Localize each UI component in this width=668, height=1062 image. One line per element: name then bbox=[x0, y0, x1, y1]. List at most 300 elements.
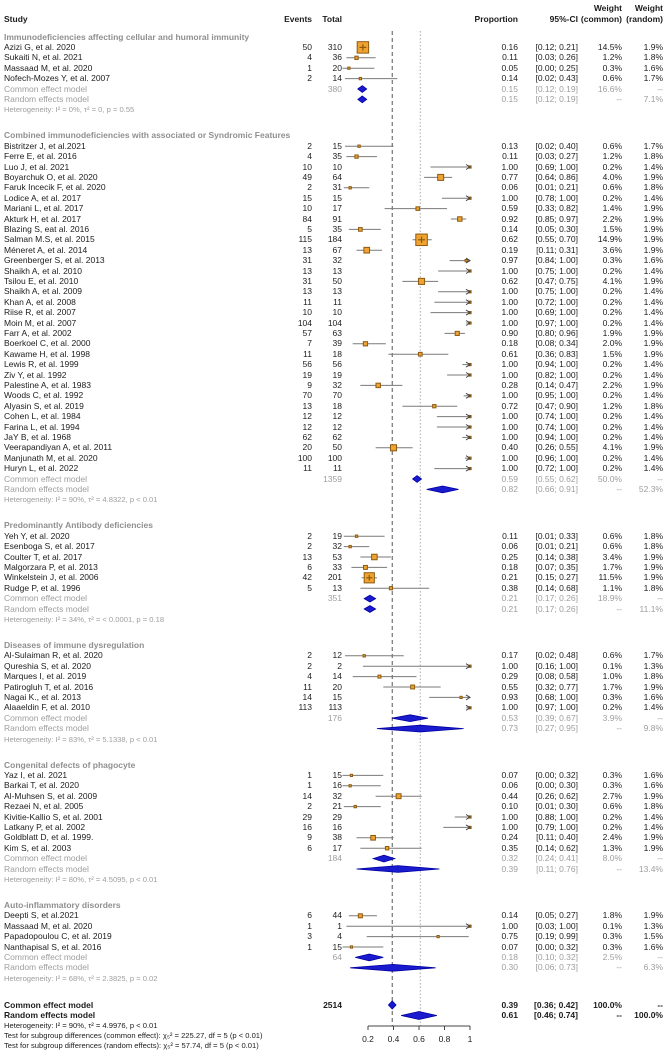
weight-random-value: 1.4% bbox=[643, 452, 663, 463]
total-value: 32 bbox=[332, 790, 342, 801]
proportion-value: 1.00 bbox=[501, 411, 518, 422]
weight-random-value: 1.6% bbox=[643, 62, 663, 73]
ci-value: [0.88; 1.00] bbox=[535, 811, 578, 822]
proportion-value: 0.14 bbox=[501, 73, 518, 84]
proportion-value: 1.00 bbox=[501, 369, 518, 380]
weight-random-value: 1.6% bbox=[643, 255, 663, 266]
weight-common-value: 0.2% bbox=[602, 821, 622, 832]
total-value: 53 bbox=[332, 551, 342, 562]
total-value: 33 bbox=[332, 561, 342, 572]
subgroup-title: Combined immunodeficiencies with associated or Syndromic Features bbox=[4, 130, 291, 141]
subgroup-test-random-note: Test for subgroup differences (random effects): χ₅² = 57.74, df = 5 (p < 0.01) bbox=[4, 1041, 259, 1050]
weight-common-value: 14.9% bbox=[597, 234, 622, 245]
study-label: Yeh Y, et al. 2020 bbox=[4, 530, 70, 541]
weight-common-value: 0.3% bbox=[602, 780, 622, 791]
weight-random-value: 1.9% bbox=[643, 572, 663, 583]
weight-random-value: 7.1% bbox=[643, 93, 663, 104]
axis-tick-label: 0.2 bbox=[362, 1033, 374, 1044]
total-value: 176 bbox=[327, 712, 342, 723]
total-value: 113 bbox=[328, 702, 342, 713]
ci-value: [0.26; 0.55] bbox=[535, 442, 578, 453]
random-effects-model-label: Random effects model bbox=[4, 603, 89, 614]
ci-value: [0.01; 0.33] bbox=[535, 530, 578, 541]
ci-value: [0.12; 0.21] bbox=[535, 41, 578, 52]
total-value: 11 bbox=[333, 296, 342, 307]
study-label: Luo J, et al. 2021 bbox=[4, 161, 70, 172]
events-value: 84 bbox=[302, 213, 312, 224]
proportion-value: 0.53 bbox=[501, 712, 518, 723]
weight-common-value: 0.3% bbox=[602, 941, 622, 952]
events-value: 62 bbox=[302, 431, 312, 442]
ci-value: [0.64; 0.86] bbox=[535, 171, 578, 182]
events-value: 10 bbox=[302, 161, 312, 172]
proportion-value: 0.17 bbox=[501, 650, 518, 661]
events-value: 14 bbox=[302, 691, 312, 702]
ci-value: [0.12; 0.19] bbox=[535, 93, 578, 104]
events-value: 2 bbox=[307, 73, 312, 84]
proportion-value: 0.19 bbox=[501, 244, 518, 255]
weight-common-value: 0.2% bbox=[602, 265, 622, 276]
proportion-value: 0.10 bbox=[501, 801, 518, 812]
weight-random-value: 1.4% bbox=[643, 463, 663, 474]
total-value: 64 bbox=[332, 171, 342, 182]
weight-common-value: 0.6% bbox=[602, 182, 622, 193]
weight-random-value: 1.9% bbox=[643, 910, 663, 921]
events-value: 16 bbox=[302, 821, 312, 832]
study-label: Marques I, et al. 2019 bbox=[4, 671, 87, 682]
weight-random-value: -- bbox=[657, 473, 663, 484]
events-value: 11 bbox=[303, 296, 312, 307]
events-value: 9 bbox=[307, 832, 312, 843]
study-label: Boerkoel C, et al. 2000 bbox=[4, 338, 91, 349]
weight-random-value: 1.5% bbox=[643, 931, 663, 942]
total-value: 184 bbox=[327, 234, 342, 245]
events-value: 13 bbox=[302, 551, 312, 562]
total-value: 14 bbox=[332, 671, 342, 682]
study-label: Kivitie-Kallio S, et al. 2001 bbox=[4, 811, 103, 822]
proportion-value: 0.97 bbox=[501, 255, 518, 266]
weight-common-value: 0.6% bbox=[602, 541, 622, 552]
axis-tick-label: 0.6 bbox=[413, 1033, 425, 1044]
weight-random-value: 1.8% bbox=[643, 52, 663, 63]
weight-random-value: 1.4% bbox=[643, 161, 663, 172]
ci-value: [0.17; 0.26] bbox=[535, 593, 578, 604]
proportion-value: 0.92 bbox=[501, 213, 518, 224]
ci-value: [0.97; 1.00] bbox=[535, 317, 578, 328]
weight-common-value: 1.5% bbox=[602, 348, 622, 359]
weight-random-value: 1.9% bbox=[643, 171, 663, 182]
weight-common-value: 1.4% bbox=[602, 203, 622, 214]
proportion-value: 1.00 bbox=[501, 452, 518, 463]
weight-common-value: 0.6% bbox=[602, 140, 622, 151]
study-label: Riise R, et al. 2007 bbox=[4, 307, 76, 318]
weight-common-value: 0.3% bbox=[602, 769, 622, 780]
study-label: Papadopoulou C, et al. 2019 bbox=[4, 931, 112, 942]
total-value: 201 bbox=[327, 572, 342, 583]
axis-tick-label: 0.8 bbox=[438, 1033, 451, 1044]
common-effect-model-label: Common effect model bbox=[4, 473, 87, 484]
total-value: 13 bbox=[332, 286, 342, 297]
proportion-value: 0.39 bbox=[501, 863, 518, 874]
weight-common-value: 0.2% bbox=[602, 811, 622, 822]
study-label: Salman M.S, et al. 2015 bbox=[4, 234, 95, 245]
events-value: 70 bbox=[302, 390, 312, 401]
proportion-value: 0.61 bbox=[501, 348, 518, 359]
weight-random-value: 1.8% bbox=[643, 541, 663, 552]
weight-random-value: 52.3% bbox=[638, 483, 663, 494]
weight-random-value: -- bbox=[657, 83, 663, 94]
weight-common-value: -- bbox=[616, 1010, 622, 1020]
weight-random-value: -- bbox=[657, 593, 663, 604]
events-value: 113 bbox=[298, 702, 312, 713]
weight-random-value: 1.9% bbox=[643, 348, 663, 359]
events-value: 56 bbox=[302, 359, 312, 370]
weight-random-value: 1.4% bbox=[643, 411, 663, 422]
total-value: 29 bbox=[332, 811, 342, 822]
weight-common-value: 0.3% bbox=[602, 255, 622, 266]
proportion-value: 0.39 bbox=[501, 999, 518, 1010]
ci-value: [0.05; 0.30] bbox=[535, 223, 578, 234]
ci-value: [0.00; 0.25] bbox=[535, 62, 578, 73]
weight-random-value: -- bbox=[657, 999, 663, 1010]
study-label: Kim S, et al. 2003 bbox=[4, 842, 72, 853]
weight-common-value: 0.2% bbox=[602, 452, 622, 463]
study-label: Al-Muhsen S, et al. 2009 bbox=[4, 790, 98, 801]
common-effect-model-label: Common effect model bbox=[4, 951, 87, 962]
ci-value: [0.24; 0.41] bbox=[535, 853, 578, 864]
events-value: 13 bbox=[302, 244, 312, 255]
total-value: 20 bbox=[332, 62, 342, 73]
weight-common-value: 3.4% bbox=[602, 551, 622, 562]
weight-random-value: 1.9% bbox=[643, 234, 663, 245]
proportion-value: 0.93 bbox=[501, 691, 518, 702]
events-value: 10 bbox=[302, 203, 312, 214]
proportion-value: 1.00 bbox=[501, 307, 518, 318]
study-label: Kawame H, et al. 1998 bbox=[4, 348, 90, 359]
weight-common-value: 2.0% bbox=[602, 338, 622, 349]
weight-common-value: 8.0% bbox=[602, 853, 622, 864]
axis-tick-label: 1 bbox=[467, 1033, 473, 1044]
weight-common-value: 4.1% bbox=[602, 275, 622, 286]
study-label: Moin M, et al. 2007 bbox=[4, 317, 77, 328]
weight-common-value: 1.2% bbox=[602, 52, 622, 63]
proportion-value: 0.11 bbox=[502, 530, 518, 541]
weight-common-value: 0.2% bbox=[602, 390, 622, 401]
events-value: 5 bbox=[307, 223, 312, 234]
weight-common-value: 0.3% bbox=[602, 691, 622, 702]
proportion-value: 1.00 bbox=[501, 660, 518, 671]
events-value: 2 bbox=[307, 140, 312, 151]
weight-random-value: 1.4% bbox=[643, 286, 663, 297]
study-label: Al-Sulaiman R, et al. 2020 bbox=[4, 650, 103, 661]
total-value: 63 bbox=[332, 327, 342, 338]
total-value: 16 bbox=[332, 780, 342, 791]
events-value: 7 bbox=[307, 338, 312, 349]
weight-random-value: 1.3% bbox=[643, 920, 663, 931]
subgroup-title: Congenital defects of phagocyte bbox=[4, 759, 136, 770]
events-value: 5 bbox=[307, 582, 312, 593]
ci-value: [0.94; 1.00] bbox=[535, 431, 578, 442]
proportion-value: 1.00 bbox=[501, 192, 518, 203]
weight-random-value: 1.6% bbox=[643, 780, 663, 791]
ci-value: [0.10; 0.32] bbox=[535, 951, 578, 962]
ci-value: [0.19; 0.99] bbox=[535, 931, 578, 942]
proportion-value: 0.25 bbox=[501, 551, 518, 562]
weight-random-value: 1.9% bbox=[643, 832, 663, 843]
proportion-value: 0.13 bbox=[501, 140, 518, 151]
col-header-weight-common: (common) bbox=[580, 13, 622, 24]
weight-common-value: 0.1% bbox=[602, 920, 622, 931]
weight-random-value: 1.4% bbox=[643, 317, 663, 328]
weight-random-value: 1.4% bbox=[643, 811, 663, 822]
weight-random-value: 1.4% bbox=[643, 821, 663, 832]
study-label: Khan A, et al. 2008 bbox=[4, 296, 76, 307]
heterogeneity-note: Heterogeneity: I² = 0%, τ² = 0, p = 0.55 bbox=[4, 105, 135, 115]
common-effect-model-label: Common effect model bbox=[4, 712, 87, 723]
total-value: 15 bbox=[332, 691, 342, 702]
study-label: Shaikh A, et al. 2009 bbox=[4, 286, 82, 297]
proportion-value: 0.30 bbox=[501, 962, 518, 973]
weight-random-value: 1.8% bbox=[643, 671, 663, 682]
ci-value: [0.47; 0.90] bbox=[535, 400, 578, 411]
study-label: Rezaei N, et al. 2005 bbox=[4, 801, 84, 812]
ci-value: [0.16; 1.00] bbox=[535, 660, 578, 671]
study-label: Nanthapisal S, et al. 2016 bbox=[4, 941, 102, 952]
random-effects-model-label: Random effects model bbox=[4, 93, 89, 104]
ci-value: [0.74; 1.00] bbox=[535, 411, 578, 422]
weight-common-value: 0.2% bbox=[602, 286, 622, 297]
weight-random-value: -- bbox=[657, 951, 663, 962]
weight-common-value: 0.2% bbox=[602, 317, 622, 328]
proportion-value: 0.59 bbox=[501, 203, 518, 214]
events-value: 6 bbox=[307, 910, 312, 921]
weight-common-value: 0.2% bbox=[602, 431, 622, 442]
weight-random-value: 1.6% bbox=[643, 941, 663, 952]
weight-random-value: 1.4% bbox=[643, 307, 663, 318]
ci-value: [0.08; 0.34] bbox=[535, 338, 578, 349]
random-effects-model-label: Random effects model bbox=[4, 863, 89, 874]
ci-value: [0.14; 0.47] bbox=[535, 379, 578, 390]
random-effects-model-label: Random effects model bbox=[4, 483, 89, 494]
events-value: 4 bbox=[307, 52, 312, 63]
events-value: 29 bbox=[302, 811, 312, 822]
weight-random-value: 1.9% bbox=[643, 681, 663, 692]
study-label: Ferre E, et al. 2016 bbox=[4, 151, 77, 162]
events-value: 11 bbox=[303, 463, 312, 474]
weight-common-value: 0.2% bbox=[602, 369, 622, 380]
weight-random-value: 1.8% bbox=[643, 400, 663, 411]
total-value: 4 bbox=[337, 931, 342, 942]
weight-common-value: -- bbox=[616, 93, 622, 104]
events-value: 2 bbox=[307, 801, 312, 812]
weight-common-value: -- bbox=[616, 603, 622, 614]
study-label: Faruk Incecik F, et al. 2020 bbox=[4, 182, 106, 193]
col-header-ci: 95%-CI bbox=[549, 13, 578, 24]
ci-value: [0.95; 1.00] bbox=[535, 390, 578, 401]
study-label: Tsilou E, et al. 2010 bbox=[4, 275, 79, 286]
events-value: 2 bbox=[307, 650, 312, 661]
events-value: 31 bbox=[302, 255, 312, 266]
ci-value: [0.14; 0.62] bbox=[535, 842, 578, 853]
weight-common-value: 1.2% bbox=[602, 400, 622, 411]
events-value: 100 bbox=[297, 452, 312, 463]
ci-value: [0.69; 1.00] bbox=[535, 161, 578, 172]
proportion-value: 0.15 bbox=[501, 83, 518, 94]
proportion-value: 0.06 bbox=[501, 541, 518, 552]
total-value: 18 bbox=[332, 348, 342, 359]
total-value: 70 bbox=[332, 390, 342, 401]
study-label: Rudge P, et al. 1996 bbox=[4, 582, 81, 593]
total-value: 19 bbox=[332, 369, 342, 380]
ci-value: [0.84; 1.00] bbox=[535, 255, 578, 266]
proportion-value: 0.35 bbox=[501, 842, 518, 853]
study-label: Nagai K., et al. 2013 bbox=[4, 691, 82, 702]
weight-random-value: 11.1% bbox=[639, 603, 663, 614]
weight-random-value: 1.8% bbox=[643, 151, 663, 162]
proportion-value: 0.28 bbox=[501, 379, 518, 390]
weight-common-value: 100.0% bbox=[593, 999, 622, 1010]
weight-common-value: -- bbox=[616, 863, 622, 874]
ci-value: [0.97; 1.00] bbox=[535, 702, 578, 713]
weight-random-value: 1.9% bbox=[643, 551, 663, 562]
weight-common-value: 0.6% bbox=[602, 530, 622, 541]
study-label: Palestine A, et al. 1983 bbox=[4, 379, 91, 390]
events-value: 2 bbox=[307, 541, 312, 552]
ci-value: [0.01; 0.30] bbox=[535, 801, 578, 812]
total-value: 10 bbox=[332, 307, 342, 318]
weight-common-value: 0.2% bbox=[602, 702, 622, 713]
total-value: 67 bbox=[332, 244, 342, 255]
study-label: Lewis R, et al. 1999 bbox=[4, 359, 79, 370]
proportion-value: 0.06 bbox=[501, 182, 518, 193]
study-label: Huryn L, et al. 2022 bbox=[4, 463, 79, 474]
events-value: 11 bbox=[303, 348, 312, 359]
total-value: 12 bbox=[332, 650, 342, 661]
events-value: 2 bbox=[307, 660, 312, 671]
events-value: 13 bbox=[302, 286, 312, 297]
weight-common-value: -- bbox=[616, 962, 622, 973]
ci-value: [0.00; 0.32] bbox=[535, 941, 578, 952]
ci-value: [0.75; 1.00] bbox=[535, 265, 578, 276]
total-value: 19 bbox=[332, 530, 342, 541]
weight-common-value: 1.3% bbox=[602, 842, 622, 853]
weight-common-value: 0.6% bbox=[602, 801, 622, 812]
heterogeneity-note: Heterogeneity: I² = 80%, τ² = 4.5095, p < 0.01 bbox=[4, 874, 158, 884]
ci-value: [0.05; 0.27] bbox=[535, 910, 578, 921]
events-value: 1 bbox=[307, 780, 312, 791]
proportion-value: 1.00 bbox=[501, 920, 518, 931]
weight-random-value: 9.8% bbox=[643, 723, 663, 734]
weight-random-value: 1.9% bbox=[643, 41, 663, 52]
weight-common-value: 4.0% bbox=[602, 171, 622, 182]
ci-value: [0.80; 0.96] bbox=[535, 327, 578, 338]
total-value: 380 bbox=[327, 83, 342, 94]
total-value: 15 bbox=[332, 192, 342, 203]
events-value: 1 bbox=[307, 920, 312, 931]
weight-random-value: 1.7% bbox=[643, 73, 663, 84]
ci-value: [0.00; 0.32] bbox=[535, 769, 578, 780]
ci-value: [0.03; 0.26] bbox=[535, 52, 578, 63]
weight-random-value: 1.4% bbox=[643, 431, 663, 442]
study-label: Nofech-Mozes Y, et al. 2007 bbox=[4, 73, 111, 84]
heterogeneity-note: Heterogeneity: I² = 90%, τ² = 4.8322, p < 0.01 bbox=[4, 495, 158, 505]
ci-value: [0.72; 1.00] bbox=[535, 296, 578, 307]
ci-value: [0.15; 0.27] bbox=[535, 572, 578, 583]
ci-value: [0.79; 1.00] bbox=[535, 821, 578, 832]
study-label: Manjunath M, et al. 2020 bbox=[4, 452, 98, 463]
proportion-value: 0.15 bbox=[501, 93, 518, 104]
total-value: 20 bbox=[332, 681, 342, 692]
weight-common-value: 1.9% bbox=[602, 327, 622, 338]
ci-value: [0.14; 0.38] bbox=[535, 551, 578, 562]
events-value: 57 bbox=[302, 327, 312, 338]
ci-value: [0.82; 1.00] bbox=[535, 369, 578, 380]
weight-common-value: 2.2% bbox=[602, 379, 622, 390]
study-label: Esenboga S, et al. 2017 bbox=[4, 541, 95, 552]
weight-common-value: 16.6% bbox=[597, 83, 622, 94]
weight-common-value: 2.4% bbox=[602, 832, 622, 843]
weight-random-value: 1.9% bbox=[643, 842, 663, 853]
study-label: Blazing S, eat al. 2016 bbox=[4, 223, 90, 234]
proportion-value: 0.14 bbox=[501, 910, 518, 921]
heterogeneity-note: Heterogeneity: I² = 83%, τ² = 5.1338, p < 0.01 bbox=[4, 734, 158, 744]
weight-common-value: 1.1% bbox=[602, 582, 622, 593]
study-label: Méneret A, et al. 2014 bbox=[4, 244, 88, 255]
total-value: 15 bbox=[332, 769, 342, 780]
total-value: 56 bbox=[332, 359, 342, 370]
study-label: Lodice A, et al. 2017 bbox=[4, 192, 82, 203]
ci-value: [0.17; 0.26] bbox=[535, 603, 578, 614]
total-value: 100 bbox=[327, 452, 342, 463]
events-value: 2 bbox=[307, 182, 312, 193]
proportion-value: 0.75 bbox=[501, 931, 518, 942]
total-value: 1359 bbox=[323, 473, 342, 484]
proportion-value: 0.72 bbox=[501, 400, 518, 411]
study-label: Malgorzara P, et al. 2013 bbox=[4, 561, 98, 572]
ci-value: [0.96; 1.00] bbox=[535, 452, 578, 463]
total-value: 18 bbox=[332, 400, 342, 411]
total-value: 17 bbox=[332, 842, 342, 853]
ci-value: [0.85; 0.97] bbox=[535, 213, 578, 224]
study-label: Bistritzer J, et al.2021 bbox=[4, 140, 86, 151]
weight-random-value: 1.4% bbox=[643, 390, 663, 401]
study-label: Azizi G, et al. 2020 bbox=[4, 41, 76, 52]
study-label: Barkai T, et al. 2020 bbox=[4, 780, 79, 791]
ci-value: [0.55; 0.70] bbox=[535, 234, 578, 245]
overall-heterogeneity-note: Heterogeneity: I² = 90%, τ² = 4.9976, p < 0.01 bbox=[4, 1021, 158, 1030]
col-header-study: Study bbox=[4, 13, 28, 24]
common-effect-model-label: Common effect model bbox=[4, 593, 87, 604]
weight-random-value: 6.3% bbox=[643, 962, 663, 973]
ci-value: [0.03; 0.27] bbox=[535, 151, 578, 162]
weight-random-value: 1.6% bbox=[643, 691, 663, 702]
weight-random-value: 1.4% bbox=[643, 702, 663, 713]
weight-random-value: -- bbox=[657, 853, 663, 864]
proportion-value: 1.00 bbox=[501, 702, 518, 713]
ci-value: [0.01; 0.21] bbox=[535, 541, 578, 552]
events-value: 6 bbox=[307, 561, 312, 572]
study-label: Massaad M, et al. 2020 bbox=[4, 920, 93, 931]
weight-random-value: 1.7% bbox=[643, 650, 663, 661]
proportion-value: 0.38 bbox=[501, 582, 518, 593]
proportion-value: 1.00 bbox=[501, 317, 518, 328]
events-value: 15 bbox=[302, 192, 312, 203]
proportion-value: 0.21 bbox=[501, 593, 518, 604]
total-value: 14 bbox=[332, 73, 342, 84]
weight-random-value: 1.8% bbox=[643, 182, 663, 193]
heterogeneity-note: Heterogeneity: I² = 68%, τ² = 2.3825, p = 0.02 bbox=[4, 973, 158, 983]
proportion-value: 0.18 bbox=[501, 561, 518, 572]
